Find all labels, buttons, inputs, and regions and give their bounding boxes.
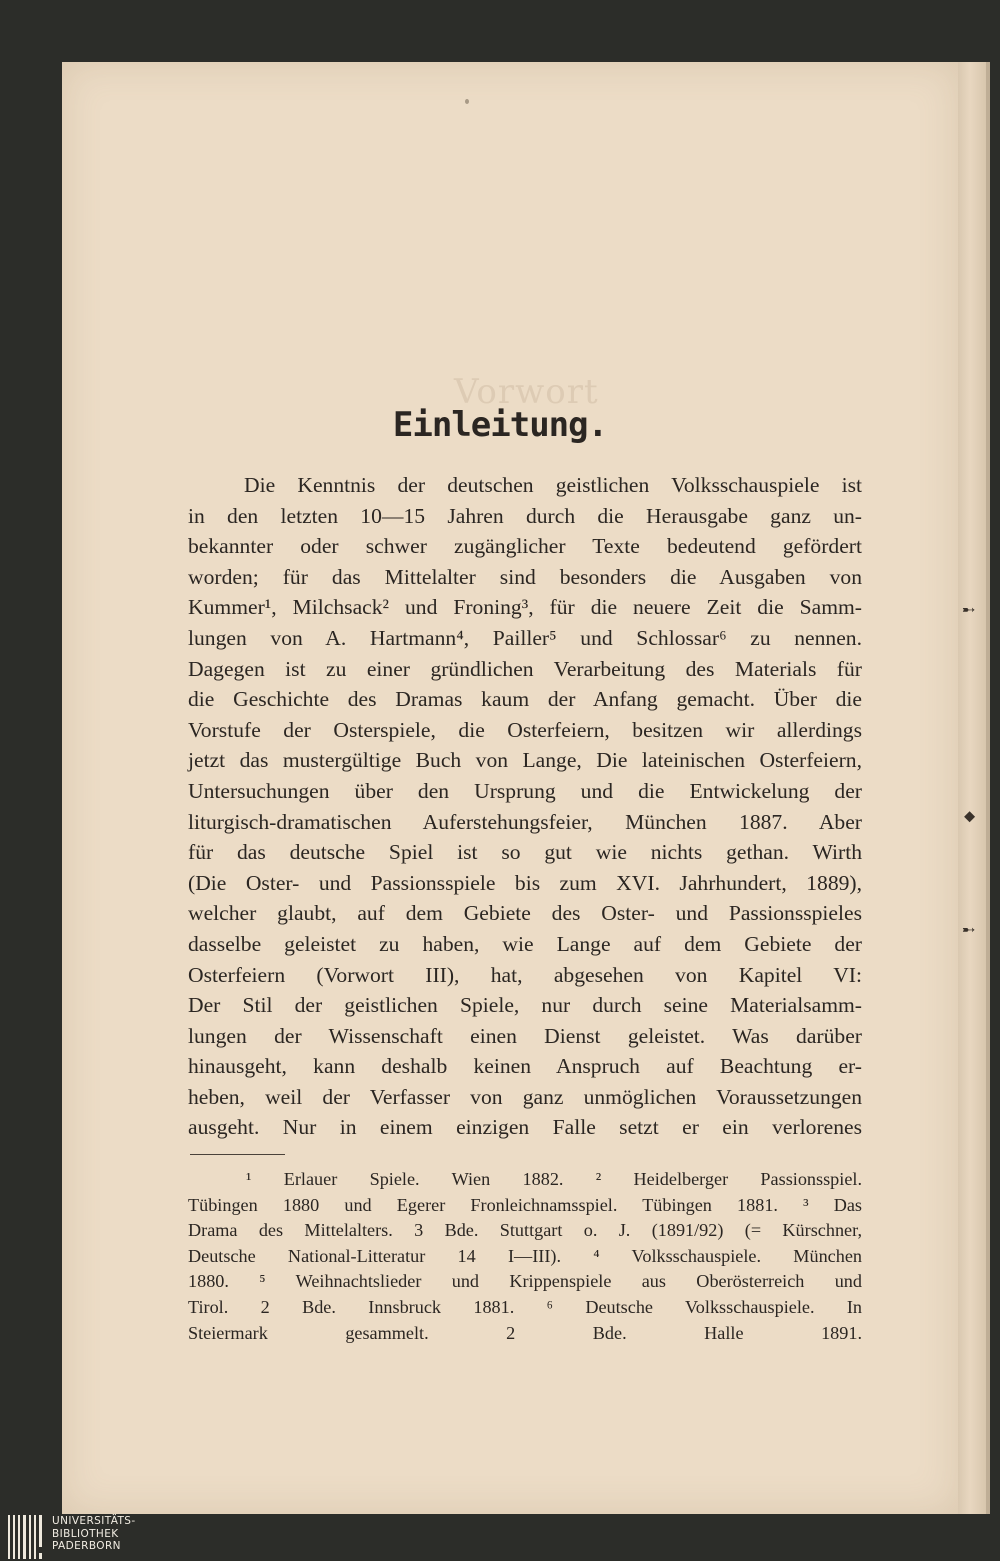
text-line: hinausgeht, kann deshalb keinen Anspruch auf Beachtung er- [188, 1054, 862, 1079]
text-line: lungen von A. Hartmann⁴, Pailler⁵ und Schlossar⁶ zu nennen. [188, 625, 862, 650]
page-edge-shadow [986, 62, 990, 1514]
text-line: heben, weil der Verfasser von ganz unmöglichen Voraussetzungen [188, 1084, 862, 1109]
footnotes [188, 1167, 862, 1346]
logo-line: UNIVERSITÄTS- [52, 1515, 136, 1527]
library-logo [8, 1513, 148, 1561]
text-line: in den letzten 10—15 Jahren durch die Herausgabe ganz un- [188, 503, 862, 528]
text-line: dasselbe geleistet zu haben, wie Lange auf dem Gebiete der [188, 931, 862, 956]
footnote-line: Drama des Mittelalters. 3 Bde. Stuttgart o. J. (1891/92) (= Kürschner, [188, 1220, 862, 1241]
text-line: Kummer¹, Milchsack² und Froning³, für die neuere Zeit die Samm- [188, 595, 862, 620]
text-line: Vorstufe der Osterspiele, die Osterfeiern, besitzen wir allerdings [188, 717, 862, 742]
text-line: worden; für das Mittelalter sind besonders die Ausgaben von [188, 564, 862, 589]
text-line: bekannter oder schwer zugänglicher Texte bedeutend gefördert [188, 534, 862, 559]
footnote-line: Steiermark gesammelt. 2 Bde. Halle 1891. [188, 1322, 862, 1343]
text-line: die Geschichte des Dramas kaum der Anfang gemacht. Über die [188, 687, 862, 712]
text-line: Osterfeiern (Vorwort III), hat, abgesehen von Kapitel VI: [188, 962, 862, 987]
footnote-line: ¹ Erlauer Spiele. Wien 1882. ² Heidelberger Passionsspiel. [246, 1169, 862, 1189]
footnote-line: Deutsche National-Litteratur 14 I—III). ⁴ Volksschauspiele. München [188, 1245, 862, 1266]
logo-line: PADERBORN [52, 1540, 121, 1552]
footnote-rule [190, 1154, 285, 1155]
bleed-through-text: Vorwort [454, 372, 599, 412]
text-line: (Die Oster- und Passionsspiele bis zum XVI. Jahrhundert, 1889), [188, 870, 862, 895]
text-line: welcher glaubt, auf dem Gebiete des Oster- und Passionsspieles [188, 901, 862, 926]
text-line: lungen der Wissenschaft einen Dienst geleistet. Was darüber [188, 1023, 862, 1048]
paper-speck [465, 99, 469, 104]
text-line: jetzt das mustergültige Buch von Lange, Die lateinischen Osterfeiern, [188, 748, 862, 773]
margin-mark: ⬥ [964, 806, 976, 825]
footnote-line: Tübingen 1880 und Egerer Fronleichnamsspiel. Tübingen 1881. ³ Das [188, 1194, 862, 1215]
chapter-heading: Einleitung. [392, 405, 608, 445]
text-line: Dagegen ist zu einer gründlichen Verarbeitung des Materials für [188, 656, 862, 681]
next-page-edge [958, 62, 988, 1514]
logo-line: BIBLIOTHEK [52, 1527, 119, 1540]
margin-mark: ➸ [962, 920, 976, 939]
text-line: Der Stil der geistlichen Spiele, nur durch seine Materialsamm- [188, 993, 862, 1018]
margin-mark: ➸ [962, 600, 976, 619]
text-line: ausgeht. Nur in einem einzigen Falle setzt er ein verlorenes [188, 1115, 862, 1140]
footnote-line: 1880. ⁵ Weihnachtslieder und Krippenspiele aus Oberösterreich und [188, 1271, 862, 1292]
text-line: liturgisch-dramatischen Auferstehungsfeier, München 1887. Aber [188, 809, 862, 834]
barcode-icon [8, 1515, 58, 1559]
text-line: für das deutsche Spiel ist so gut wie nichts gethan. Wirth [188, 840, 862, 865]
footnote-line: Tirol. 2 Bde. Innsbruck 1881. ⁶ Deutsche Volksschauspiele. In [188, 1296, 862, 1317]
text-line: Untersuchungen über den Ursprung und die Entwickelung der [188, 778, 862, 803]
body-text [188, 470, 862, 1143]
text-line: Die Kenntnis der deutschen geistlichen Volksschauspiele ist [244, 473, 862, 497]
